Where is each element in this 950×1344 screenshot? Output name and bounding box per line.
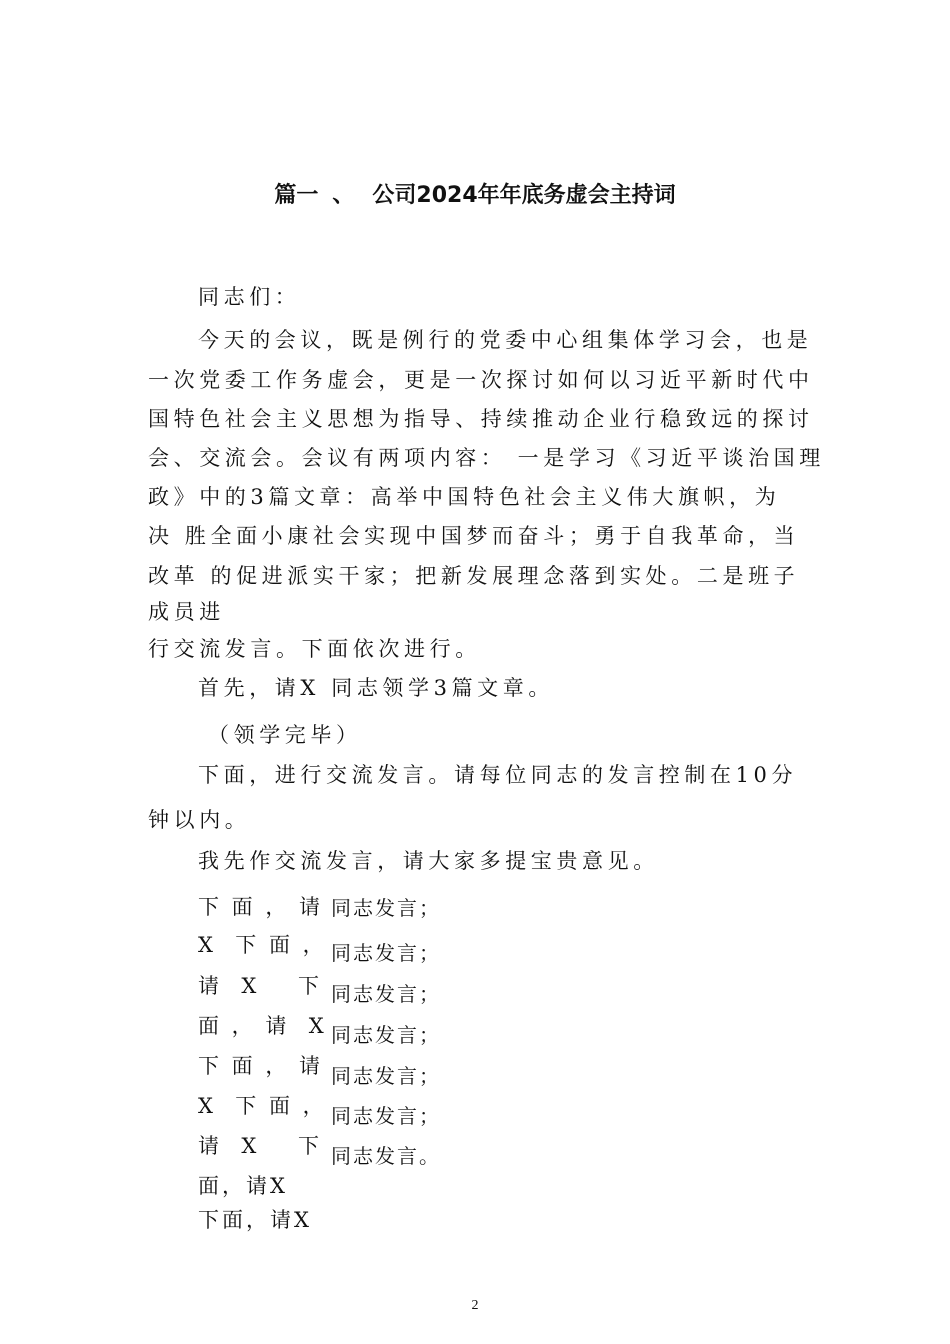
paragraph-line: 行交流发言。下面依次进行。 [148,637,481,661]
speaker-left-text: 面，请X [198,1174,288,1198]
speaker-left-text: 下 面 ， 请 [198,895,324,919]
speaker-left-text: 请 X 下 [198,974,323,998]
speaker-right-text: 同志发言； [331,1023,441,1047]
speaker-left-text: X 下 面 ， [198,1094,327,1118]
speaker-right-text: 同志发言； [331,1104,441,1128]
paragraph-line: 今天的会议，既是例行的党委中心组集体学习会，也是 [198,328,813,352]
speaker-left-text: 请 X 下 [198,1134,323,1158]
paragraph-line: 政》中的3篇文章：高举中国特色社会主义伟大旗帜，为 [148,485,781,509]
title-part-b: 公司2024年年底务虚会主持词 [372,183,676,208]
document-title [0,178,950,209]
salutation: 同志们： [198,285,301,309]
paragraph-line: （领学完毕） [208,723,362,747]
speaker-left-text: X 下 面 ， [198,933,327,957]
speaker-right-text: 同志发言； [331,896,441,920]
title-part-a: 篇一 [274,183,319,208]
paragraph-line: 会、交流会。会议有两项内容： 一是学习《习近平谈治国理 [148,446,825,470]
page-number: 2 [471,1298,479,1313]
speaker-right-text: 同志发言； [331,941,441,965]
title-separator: 、 [332,183,355,208]
paragraph-line: 我先作交流发言，请大家多提宝贵意见。 [198,849,659,873]
paragraph-line: 成员进 [148,600,225,624]
paragraph-line: 决 胜全面小康社会实现中国梦而奋斗；勇于自我革命，当 [148,524,800,548]
paragraph-line: 改革 的促进派实干家；把新发展理念落到实处。二是班子 [148,564,800,588]
paragraph-line: 下面，进行交流发言。请每位同志的发言控制在10分 [198,763,798,787]
paragraph-line: 首先，请X 同志领学3篇文章。 [198,676,554,700]
speaker-left-text: 下面，请X [198,1208,312,1232]
paragraph-line: 一次党委工作务虚会，更是一次探讨如何以习近平新时代中 [148,368,814,392]
speaker-right-text: 同志发言。 [331,1144,441,1168]
speaker-left-text: 面 ， 请 X [198,1014,327,1038]
paragraph-line: 国特色社会主义思想为指导、持续推动企业行稳致远的探讨 [148,407,814,431]
speaker-left-text: 下 面 ， 请 [198,1054,324,1078]
paragraph-line: 钟以内。 [148,808,251,832]
speaker-right-text: 同志发言； [331,982,441,1006]
speaker-right-text: 同志发言； [331,1064,441,1088]
